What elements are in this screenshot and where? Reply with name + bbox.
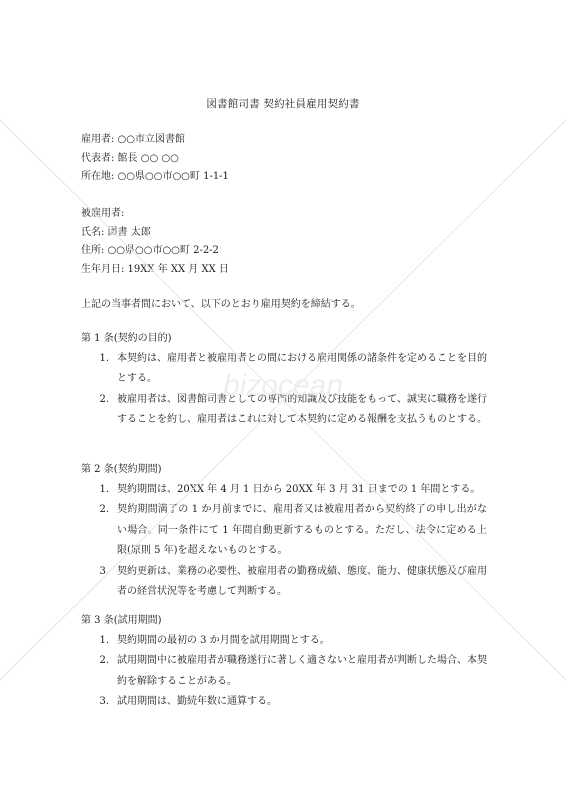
item-text: 契約更新は、業務の必要性、被雇用者の勤務成績、態度、能力、健康状態及び雇用者の経営状況等を考慮して判断する。 <box>117 565 487 598</box>
item-number: 2. <box>99 655 109 667</box>
employee-birthdate: 生年月日: 19XX 年 XX 月 XX 日 <box>81 263 229 275</box>
article-heading: 第 1 条(契約の目的) <box>81 333 172 344</box>
article-heading: 第 2 条(契約期間) <box>81 464 162 475</box>
employee-heading: 被雇用者: <box>81 208 125 219</box>
intro-text: 上記の当事者間において、以下のとおり雇用契約を締結する。 <box>81 299 361 310</box>
item-text: 契約期間満了の 1 か月前までに、雇用者又は被雇用者から契約終了の申し出がない場合、同一条件にて 1 年間自動更新するものとする。ただし、法令に定める上限(原則 5 年)を超えないものとする。 <box>117 504 487 557</box>
list-item <box>81 390 487 431</box>
list-item <box>81 692 487 713</box>
item-text: 試用期間中に被雇用者が職務遂行に著しく適さないと雇用者が判断した場合、本契約を解除することがある。 <box>117 655 487 687</box>
article-heading: 第 3 条(試用期間) <box>81 615 162 626</box>
article-2 <box>81 461 487 603</box>
item-text: 被雇用者は、図書館司書としての専門的知識及び技能をもって、誠実に職務を遂行することを約し、雇用者はこれに対して本契約に定める報酬を支払うものとする。 <box>117 393 487 426</box>
item-text: 試用期間は、勤続年数に通算する。 <box>117 696 277 708</box>
list-item <box>81 480 487 501</box>
item-number: 2. <box>99 504 109 516</box>
item-number: 1. <box>99 483 109 495</box>
item-number: 1. <box>99 634 109 646</box>
item-number: 2. <box>99 393 109 405</box>
item-number: 1. <box>99 352 109 364</box>
watermark-logo-text: bizocean <box>222 369 344 402</box>
employer-name: 雇用者: ○○市立図書館 <box>81 134 185 145</box>
employer-block <box>81 131 229 187</box>
intro-paragraph <box>81 296 361 315</box>
employee-address: 住所: ○○県○○市○○町 2-2-2 <box>81 245 219 257</box>
article-1 <box>81 330 487 431</box>
employee-name: 氏名: 図書 太郎 <box>81 226 151 238</box>
list-item <box>81 631 487 652</box>
list-item <box>81 651 487 692</box>
item-number: 3. <box>99 565 109 577</box>
employee-block <box>81 205 229 279</box>
item-text: 契約期間の最初の 3 か月間を試用期間とする。 <box>117 634 330 646</box>
item-text: 本契約は、雇用者と被雇用者との間における雇用関係の諸条件を定めることを目的とする。 <box>117 352 487 385</box>
item-text: 契約期間は、20XX 年 4 月 1 日から 20XX 年 3 月 31 日までの 1 年間とする。 <box>117 483 481 495</box>
list-item <box>81 349 487 390</box>
list-item <box>81 500 487 562</box>
document-title: 図書館司書 契約社員雇用契約書 <box>206 98 360 110</box>
employer-representative: 代表者: 館長 ○○ ○○ <box>81 152 179 164</box>
employer-address: 所在地: ○○県○○市○○町 1-1-1 <box>81 171 229 183</box>
list-item <box>81 562 487 603</box>
item-number: 3. <box>99 696 109 708</box>
article-3 <box>81 612 487 713</box>
